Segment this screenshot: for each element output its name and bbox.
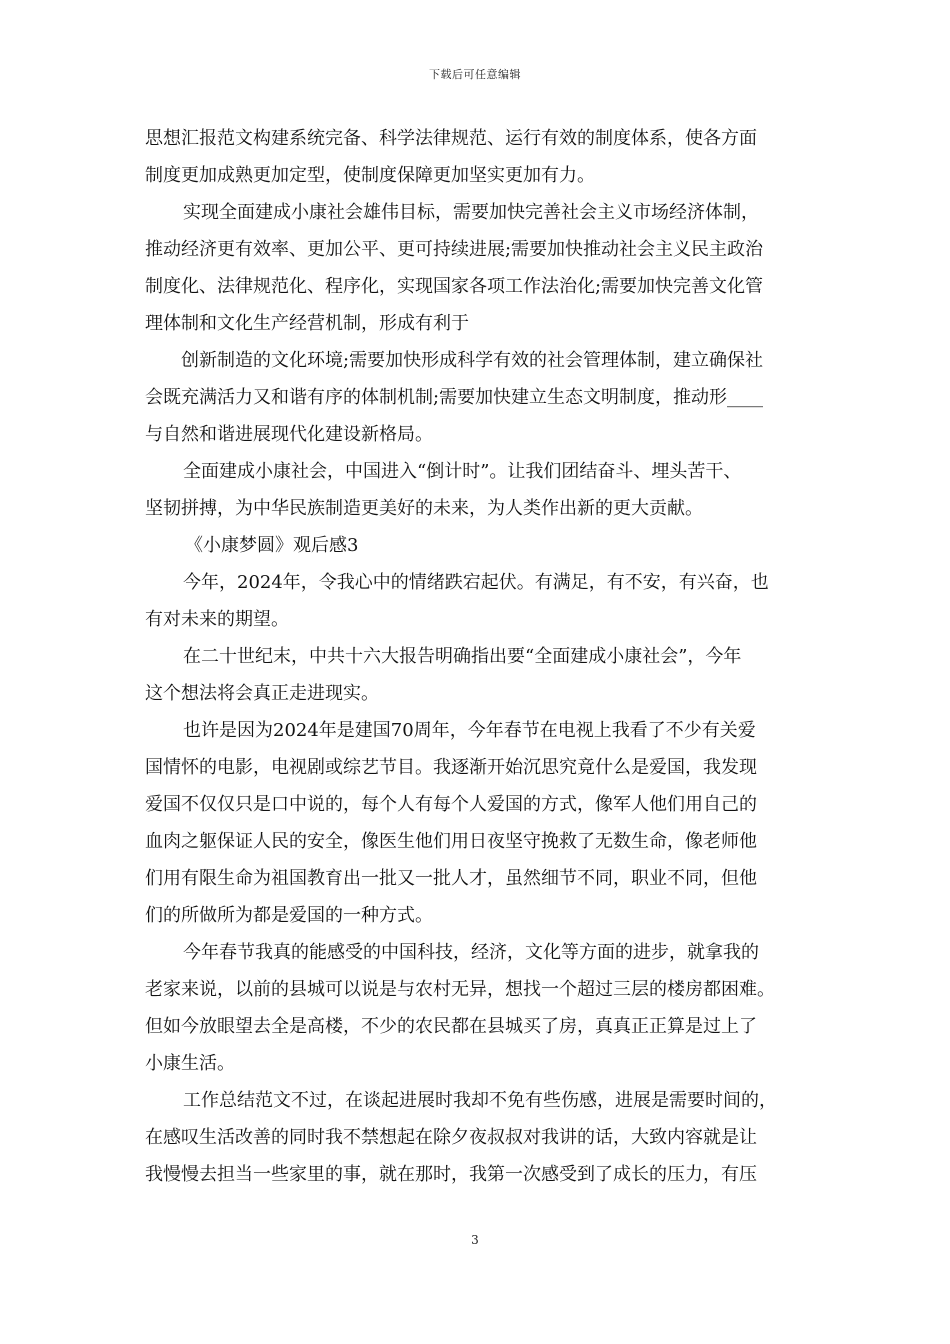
text-line: 有对未来的期望。 xyxy=(145,609,289,630)
text-line: 推动经济更有效率、更加公平、更可持续进展;需要加快推动社会主义民主政治 xyxy=(145,239,764,260)
text-line: 坚韧拼搏，为中华民族制造更美好的未来，为人类作出新的更大贡献。 xyxy=(145,498,703,519)
text-line: 与自然和谐进展现代化建设新格局。 xyxy=(145,424,433,445)
paragraph-start: 全面建成小康社会，中国进入“倒计时”。让我们团结奋斗、埋头苦干、 xyxy=(183,461,742,482)
paragraph-start: 实现全面建成小康社会雄伟目标，需要加快完善社会主义市场经济体制， xyxy=(183,202,759,223)
paragraph-start: 今年春节我真的能感受的中国科技，经济，文化等方面的进步，就拿我的 xyxy=(183,942,759,963)
page-number: 3 xyxy=(471,1233,479,1247)
text-line: 小康生活。 xyxy=(145,1053,235,1074)
text-line: 但如今放眼望去全是高楼，不少的农民都在县城买了房，真真正正算是过上了 xyxy=(145,1016,757,1037)
text-line: 会既充满活力又和谐有序的体制机制;需要加快建立生态文明制度，推动形____ xyxy=(145,387,764,408)
text-line: 血肉之躯保证人民的安全，像医生他们用日夜坚守挽救了无数生命，像老师他 xyxy=(145,831,757,852)
text-line: 老家来说，以前的县城可以说是与农村无异，想找一个超过三层的楼房都困难。 xyxy=(145,979,775,1000)
paragraph-start: 工作总结范文不过，在谈起进展时我却不免有些伤感，进展是需要时间的， xyxy=(183,1090,777,1111)
text-line: 爱国不仅仅只是口中说的，每个人有每个人爱国的方式，像军人他们用自己的 xyxy=(145,794,757,815)
document-body xyxy=(145,120,807,1193)
text-line: 我慢慢去担当一些家里的事，就在那时，我第一次感受到了成长的压力，有压 xyxy=(145,1164,757,1185)
text-line: 制度更加成熟更加定型，使制度保障更加坚实更加有力。 xyxy=(145,165,595,186)
text-line: 这个想法将会真正走进现实。 xyxy=(145,683,379,704)
paragraph-start: 也许是因为2024年是建国70周年，今年春节在电视上我看了不少有关爱 xyxy=(183,720,756,741)
page-header: 下载后可任意编辑 xyxy=(429,68,521,81)
text-line: 们的所做所为都是爱国的一种方式。 xyxy=(145,905,433,926)
text-line: 在感叹生活改善的同时我不禁想起在除夕夜叔叔对我讲的话，大致内容就是让 xyxy=(145,1127,757,1148)
paragraph-start: 在二十世纪末，中共十六大报告明确指出要“全面建成小康社会”，今年 xyxy=(183,646,742,667)
text-line: 制度化、法律规范化、程序化，实现国家各项工作法治化;需要加快完善文化管 xyxy=(145,276,764,297)
paragraph-start: 今年，2024年，令我心中的情绪跌宕起伏。有满足，有不安，有兴奋，也 xyxy=(183,572,769,593)
text-line: 理体制和文化生产经营机制，形成有利于 xyxy=(145,313,469,334)
text-line: 思想汇报范文构建系统完备、科学法律规范、运行有效的制度体系，使各方面 xyxy=(145,128,757,149)
text-line: 们用有限生命为祖国教育出一批又一批人才，虽然细节不同，职业不同，但他 xyxy=(145,868,757,889)
text-line: 国情怀的电影，电视剧或综艺节目。我逐渐开始沉思究竟什么是爱国，我发现 xyxy=(145,757,757,778)
paragraph-start: 创新制造的文化环境;需要加快形成科学有效的社会管理体制，建立确保社 xyxy=(181,350,764,371)
section-heading: 《小康梦圆》观后感3 xyxy=(185,535,359,556)
